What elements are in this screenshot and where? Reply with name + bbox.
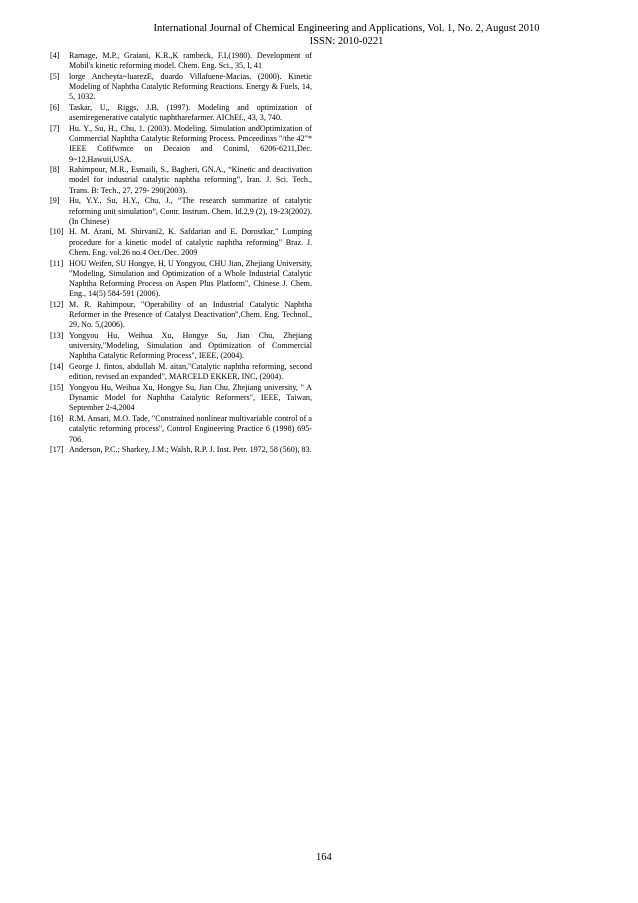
reference-text: Hu. Y., Su, H., Chu, 1. (2003). Modeling. Simulation andOptimization of Commercial Naphtha Catalytic Reforming Process. Pmceedinxs "/the 42"* IEEE Cofifwmce on Decaion and Coniml, 6206-6211,Dec. 9~12,Hawuii,USA.	[69, 123, 312, 164]
reference-text: Yongyou Hu, Weihua Xu, Hongye Su, Jian Chu, Zhejiang university,"Modeling, Simulation and Optimization of Commercial Naphtha Catalytic Reforming Process", IEEE, (2004).	[69, 330, 312, 361]
reference-number: [17]	[50, 445, 64, 455]
reference-number: [8]	[50, 165, 60, 175]
reference-item	[50, 259, 312, 300]
reference-number: [10]	[50, 227, 64, 237]
reference-text: Taskar, U,, Riggs, J.B. (1997). Modeling and optimization of asemiregenerative catalytic naphtharefarmer. AIChEf., 43, 3, 740.	[69, 103, 312, 123]
reference-item	[50, 124, 312, 165]
reference-item	[50, 445, 312, 455]
reference-number: [7]	[50, 123, 60, 133]
reference-text: R.M. Ansari, M.O. Tade, "Constrained nonlinear multivariable control of a catalytic reforming process", Control Engineering Practice 6 (1998) 695-706.	[69, 414, 312, 444]
reference-number: [13]	[50, 330, 64, 340]
reference-text: M. R. Rahimpour, "Operability of an Industrial Catalytic Naphtha Reformer in the Presence of Catalyst Deactivation",Chem. Eng. Technol., 29, No. 5,(2006).	[69, 299, 312, 330]
reference-number: [11]	[50, 258, 64, 268]
reference-number: [9]	[50, 196, 60, 206]
reference-number: [4]	[50, 51, 60, 60]
reference-text: lorge Ancheyta~luarezE, duardo Villafuene-Macias. (2000). Kinetic Modeling of Naphtha Catalytic Reforming Reactions. Energy & Fuels, 14, 5, 1032.	[69, 71, 312, 102]
reference-number: [6]	[50, 103, 60, 113]
reference-text: H. M. Arani, M. Shirvani2, K. Safdarian and E. Dorostkar," Lumping procedure for a kinetic model of catalytic naphtha reforming" Braz. J. Chem. Eng. vol.26 no.4 Oct./Dec. 2009	[69, 227, 312, 257]
reference-number: [5]	[50, 71, 60, 81]
reference-item	[50, 331, 312, 362]
reference-number: [14]	[50, 362, 64, 372]
reference-text: George J. fintos, abdullah M. aitan,"Catalytic naphtha reforming, second edition, revised an expanded", MARCELD EKKER, INC, (2004).	[69, 362, 312, 382]
reference-item	[50, 103, 312, 123]
reference-item	[50, 383, 312, 414]
reference-item	[50, 300, 312, 331]
reference-number: [12]	[50, 299, 64, 309]
reference-item	[50, 51, 312, 71]
reference-number: [15]	[50, 383, 64, 392]
reference-item	[50, 362, 312, 382]
reference-text: Rahimpour, M.R., Esmaili, S., Bagheri, GN.A., “Kinetic and deactivation model for industrial catalytic naphtha reforming”, Iran. J. Sci. Tech., Trans. B: Tech., 27, 279- 290(2003).	[69, 165, 312, 195]
reference-list	[50, 51, 312, 456]
reference-number: [16]	[50, 414, 64, 424]
reference-item	[50, 227, 312, 258]
reference-text: HOU Weifen, SU Hongye, H, U Yongyou, CHU Jian, Zhejiang University, "Modeling, Simulation and Optimization of a Whole Industrial Catalytic Naphtha Reforming Process on Aspen Plus Platform", Chinese J. Chem. Eng., 14(5) 584-591 (2006).	[69, 258, 312, 299]
reference-item	[50, 196, 312, 227]
reference-item	[50, 414, 312, 445]
reference-text: Anderson, P.C.; Sharkey, J.M.; Walsh, R.P. J. Inst. Petr. 1972, 58 (560), 83.	[69, 445, 312, 455]
issn-line: ISSN: 2010-0221	[309, 36, 384, 47]
reference-text: Yongyou Hu, Weihua Xu, Hongye Su, Jian Chu, Zhejiang university, " A Dynamic Model for Naphtha Catalytic Reformers", IEEE, Taiwan, September 2-4,2004	[69, 383, 312, 413]
journal-header	[0, 22, 638, 48]
reference-item	[50, 72, 312, 103]
reference-item	[50, 165, 312, 196]
journal-title-line: International Journal of Chemical Engineering and Applications, Vol. 1, No. 2, August 2010	[153, 23, 540, 34]
reference-text: Hu, Y.Y., Su, H.Y., Chu, J., “The research summarize of catalytic reforming unit simulation”, Contr. Instrum. Chem. Id.2,9 (2), 19-23(2002). (In Chinese)	[69, 196, 312, 226]
page-number: 164	[316, 852, 332, 863]
reference-text: Ramage, M.P., Graiani, K.R.,K rambeck, F.I,(1980). Development of Mobil's kinetic reforming model. Chem. Eng. Sci., 35, I, 41	[69, 51, 312, 71]
